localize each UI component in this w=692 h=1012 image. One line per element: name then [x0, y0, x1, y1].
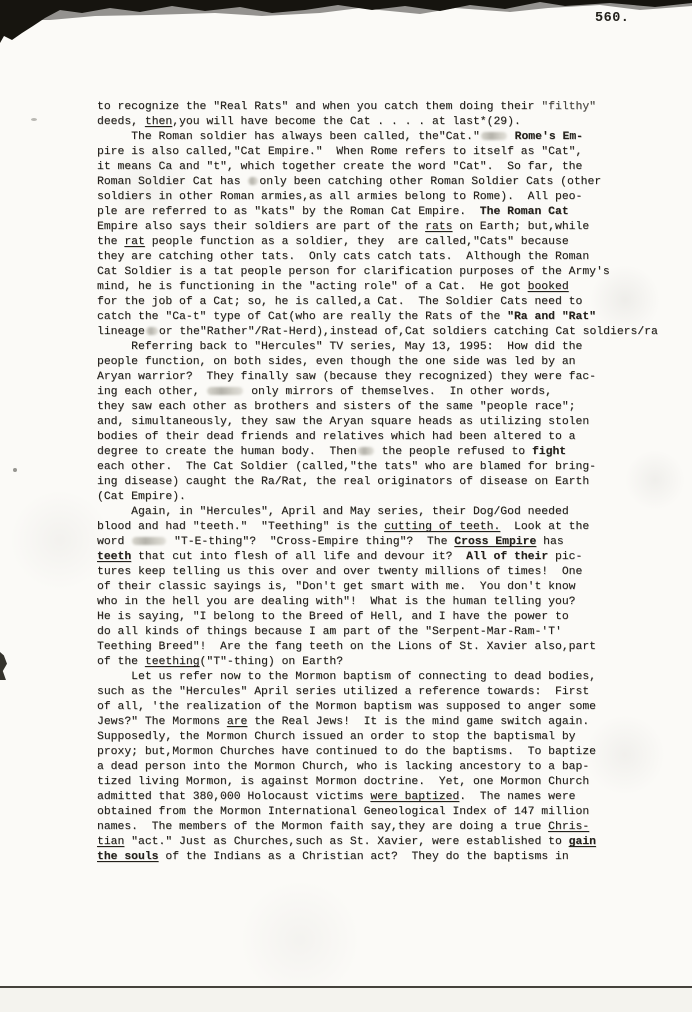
- text-line: [97, 580, 692, 595]
- text-line: [97, 595, 692, 610]
- text-segment: blood and had "teeth." "Teething" is the: [97, 521, 385, 533]
- scan-speck: [13, 468, 17, 472]
- text-segment: ing each other,: [97, 386, 207, 398]
- text-line: [97, 250, 692, 265]
- text-segment: mind, he is functioning in the "acting role" of a Cat. He got: [97, 281, 528, 293]
- text-segment: teething: [144, 656, 200, 668]
- text-segment: of all, 'the realization of the Mormon baptism was supposed to anger some: [97, 701, 596, 713]
- text-segment: of the Indians as a Christian act? They do the baptisms in: [158, 851, 569, 863]
- text-segment: "T-E-thing"? "Cross-Empire thing"? The: [167, 536, 455, 548]
- text-line: [97, 640, 692, 655]
- text-segment: such as the "Hercules" April series utilized a reference towards: First: [97, 686, 590, 698]
- text-segment: Let us refer now to the Mormon baptism of connecting to dead bodies,: [97, 671, 596, 683]
- text-segment: (Cat Empire).: [97, 491, 186, 503]
- text-line: [97, 310, 692, 325]
- text-segment: lineage: [97, 326, 145, 338]
- text-segment: deeds,: [97, 116, 145, 128]
- text-line: [97, 400, 692, 415]
- text-line: [97, 340, 692, 355]
- text-segment: proxy; but,Mormon Churches have continued to do the baptisms. To baptize: [97, 746, 596, 758]
- ink-smudge: [248, 177, 258, 185]
- text-line: [97, 175, 692, 190]
- text-segment: the people refused to: [374, 446, 532, 458]
- text-line: [97, 220, 692, 235]
- text-segment: ple are referred to as "kats" by the Roman Cat Empire.: [97, 206, 480, 218]
- ink-smudge: [481, 132, 507, 140]
- text-line: [97, 145, 692, 160]
- text-segment: obtained from the Mormon International Geneological Index of 147 million: [97, 806, 590, 818]
- text-line: [97, 805, 692, 820]
- text-segment: do all kinds of things because I am part of the "Serpent-Mar-Ram-'T': [97, 626, 562, 638]
- text-line: [97, 835, 692, 850]
- text-line: [97, 775, 692, 790]
- text-segment: The Roman soldier has always been called, the"Cat.": [97, 131, 480, 143]
- scan-artifact-left-edge: [0, 652, 7, 680]
- text-segment: or the"Rather"/Rat-Herd),instead of,Cat soldiers catching Cat soldiers/ra: [158, 326, 658, 338]
- text-line: [97, 325, 692, 340]
- text-line: [97, 535, 692, 550]
- text-line: [97, 700, 692, 715]
- text-segment: for the job of a Cat; so, he is called,a Cat. The Soldier Cats need to: [97, 296, 583, 308]
- text-segment: fight: [531, 446, 567, 458]
- text-segment: Chris-: [548, 821, 590, 833]
- text-segment: Rome's Em-: [514, 131, 583, 143]
- text-line: [97, 115, 692, 130]
- text-line: [97, 235, 692, 250]
- text-segment: each other. The Cat Soldier (called,"the tats" who are blamed for bring-: [97, 461, 596, 473]
- text-line: [97, 790, 692, 805]
- ink-smudge: [132, 537, 166, 545]
- text-line: [97, 655, 692, 670]
- text-segment: tian: [97, 836, 125, 848]
- text-segment: rat: [124, 236, 145, 248]
- text-segment: pic-: [548, 551, 583, 563]
- text-segment: catch the "Ca-t" type of Cat(who are really the Rats of the: [97, 311, 508, 323]
- text-line: [97, 685, 692, 700]
- text-line: [97, 670, 692, 685]
- text-segment: Jews?" The Mormons: [97, 716, 227, 728]
- scan-artifact-top-edge-texture: [0, 0, 692, 20]
- text-line: [97, 100, 692, 115]
- text-line: [97, 430, 692, 445]
- text-line: [97, 130, 692, 145]
- text-segment: only mirrors of themselves. In other words,: [244, 386, 552, 398]
- text-segment: it means Ca and "t", which together create the word "Cat". So far, the: [97, 161, 583, 173]
- text-segment: who in the hell you are dealing with"! What is the human telling you?: [97, 596, 576, 608]
- ink-smudge: [358, 447, 374, 455]
- text-segment: Aryan warrior? They finally saw (because they recognized) they were fac-: [97, 371, 596, 383]
- scan-area-below-line: [0, 988, 692, 1012]
- text-line: [97, 820, 692, 835]
- text-segment: a dead person into the Mormon Church, who is lacking ancestory to a bap-: [97, 761, 590, 773]
- text-segment: The Roman Cat: [479, 206, 569, 218]
- text-segment: Again, in "Hercules", April and May series, their Dog/God needed: [97, 506, 569, 518]
- text-line: [97, 265, 692, 280]
- text-line: [97, 460, 692, 475]
- text-segment: they are catching other tats. Only cats catch tats. Although the Roman: [97, 251, 590, 263]
- text-line: [97, 385, 692, 400]
- text-segment: ("T"-thing) on Earth?: [199, 656, 344, 668]
- text-segment: and, simultaneously, they saw the Aryan square heads as utilizing stolen: [97, 416, 590, 428]
- text-segment: that cut into flesh of all life and devour it?: [131, 551, 467, 563]
- text-line: [97, 205, 692, 220]
- text-line: [97, 625, 692, 640]
- text-segment: has: [536, 536, 564, 548]
- text-segment: Roman Soldier Cat has: [97, 176, 248, 188]
- text-line: [97, 505, 692, 520]
- text-segment: cutting of teeth.: [384, 521, 501, 533]
- text-line: [97, 415, 692, 430]
- text-segment: [508, 131, 515, 143]
- text-segment: rats: [425, 221, 453, 233]
- text-line: [97, 565, 692, 580]
- text-segment: of the: [97, 656, 145, 668]
- text-line: [97, 370, 692, 385]
- text-segment: soldiers in other Roman armies,as all armies belong to Rome). All peo-: [97, 191, 583, 203]
- text-segment: ing disease) caught the Ra/Rat, the real originators of disease on Earth: [97, 476, 590, 488]
- text-segment: All of their: [466, 551, 549, 563]
- text-line: [97, 730, 692, 745]
- text-segment: gain: [568, 836, 596, 848]
- text-segment: "act." Just as Churches,such as St. Xavier, were established to: [124, 836, 569, 848]
- text-segment: on Earth; but,while: [452, 221, 590, 233]
- text-segment: bodies of their dead friends and relatives which had been altered to a: [97, 431, 576, 443]
- text-line: [97, 295, 692, 310]
- text-line: [97, 550, 692, 565]
- text-segment: degree to create the human body. Then: [97, 446, 357, 458]
- text-segment: they saw each other as brothers and sisters of the same "people race";: [97, 401, 576, 413]
- ink-smudge: [146, 327, 158, 335]
- text-segment: tized living Mormon, is against Mormon doctrine. Yet, one Mormon Church: [97, 776, 590, 788]
- text-line: [97, 160, 692, 175]
- text-segment: . The names were: [459, 791, 576, 803]
- text-segment: the: [97, 236, 125, 248]
- text-segment: He is saying, "I belong to the Breed of Hell, and I have the power to: [97, 611, 569, 623]
- text-line: [97, 490, 692, 505]
- text-segment: Supposedly, the Mormon Church issued an order to stop the baptismal by: [97, 731, 576, 743]
- text-segment: word: [97, 536, 132, 548]
- text-segment: the souls: [97, 851, 159, 863]
- text-line: [97, 445, 692, 460]
- text-segment: admitted that 380,000 Holocaust victims: [97, 791, 371, 803]
- text-segment: then: [144, 116, 173, 128]
- text-line: [97, 610, 692, 625]
- text-line: [97, 760, 692, 775]
- text-line: [97, 475, 692, 490]
- text-line: [97, 850, 692, 865]
- text-segment: Cat Soldier is a tat people person for clarification purposes of the Army's: [97, 266, 610, 278]
- text-segment: only been catching other Roman Soldier Cats (other: [259, 176, 602, 188]
- text-segment: Referring back to "Hercules" TV series, May 13, 1995: How did the: [97, 341, 583, 353]
- text-segment: to recognize the "Real Rats" and when you catch them doing their: [97, 101, 542, 113]
- text-line: [97, 190, 692, 205]
- text-segment: tures keep telling us this over and over twenty millions of times! One: [97, 566, 583, 578]
- text-segment: ,you will have become the Cat . . . . at last*(29).: [172, 116, 521, 128]
- text-segment: Empire also says their soldiers are part of the: [97, 221, 426, 233]
- text-line: [97, 520, 692, 535]
- text-line: [97, 715, 692, 730]
- text-segment: people function as a soldier, they are called,"Cats" because: [144, 236, 569, 248]
- scan-speck: [31, 118, 37, 121]
- text-segment: the Real Jews! It is the mind game switch again.: [247, 716, 590, 728]
- document-body: [97, 100, 692, 865]
- text-segment: are: [226, 716, 248, 728]
- ink-smudge: [207, 387, 243, 395]
- text-segment: Teething Breed"! Are the fang teeth on the Lions of St. Xavier also,part: [97, 641, 596, 653]
- text-segment: names. The members of the Mormon faith say,they are doing a true: [97, 821, 549, 833]
- text-segment: of their classic sayings is, "Don't get smart with me. You don't know: [97, 581, 576, 593]
- page-number: 560.: [595, 11, 630, 26]
- text-segment: pire is also called,"Cat Empire." When Rome refers to itself as "Cat",: [97, 146, 583, 158]
- text-segment: teeth: [97, 551, 132, 563]
- text-line: [97, 280, 692, 295]
- text-segment: booked: [527, 281, 569, 293]
- text-segment: "Ra and "Rat": [507, 311, 597, 323]
- text-segment: Look at the: [500, 521, 590, 533]
- text-segment: Cross Empire: [454, 536, 537, 548]
- text-segment: "filthy": [541, 101, 596, 113]
- text-segment: were baptized: [370, 791, 460, 803]
- text-line: [97, 745, 692, 760]
- text-line: [97, 355, 692, 370]
- text-segment: people function, on both sides, even though the one side was led by an: [97, 356, 576, 368]
